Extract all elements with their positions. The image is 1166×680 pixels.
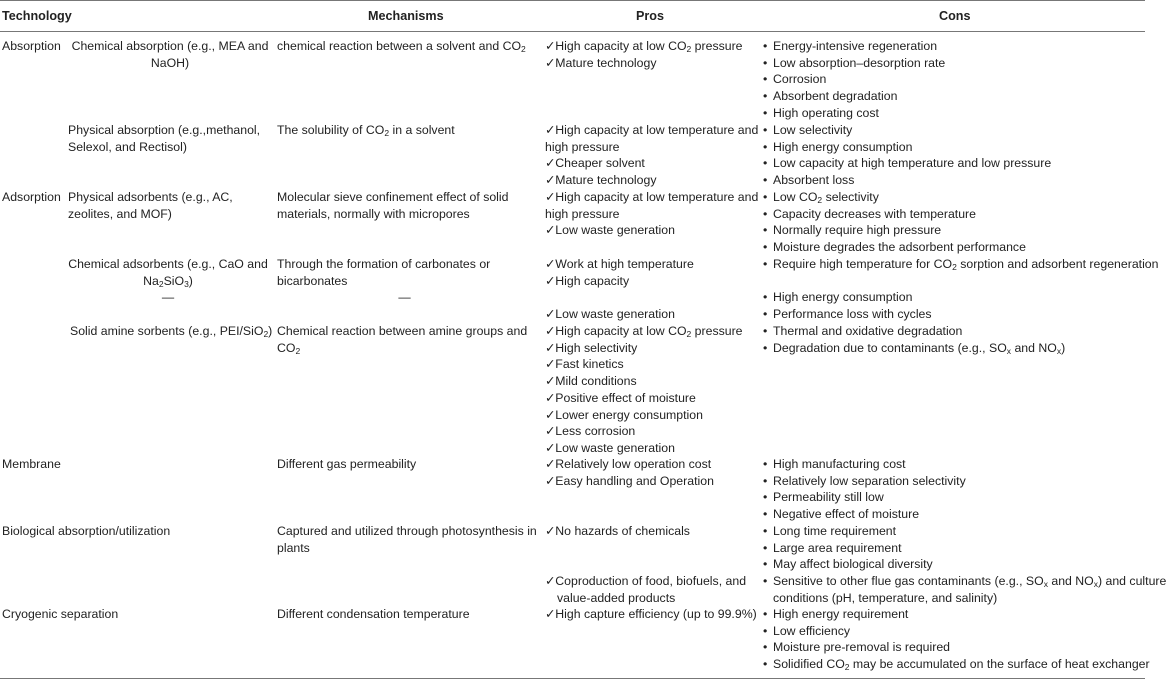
tech-line: $Na_2SiO_3$) bbox=[143, 273, 193, 289]
dash-mark: — bbox=[161, 290, 175, 305]
mech-text: chemical reaction between a solvent and CO bbox=[277, 39, 522, 53]
pros-biological bbox=[545, 523, 746, 607]
con-item: • Moisture pre-removal is required bbox=[763, 639, 1150, 656]
pro-item: ✓High capacity at low $CO_2$ pressure bbox=[545, 39, 743, 54]
pros-physical-absorption bbox=[545, 122, 758, 189]
con-item-continued: conditions (pH, temperature, and salinity) bbox=[773, 590, 998, 605]
table-top-rule bbox=[0, 0, 1145, 1]
tech-chemical-adsorbents bbox=[68, 256, 268, 306]
pros-physical-adsorbents bbox=[545, 189, 758, 239]
mech-cryogenic: Different condensation temperature bbox=[277, 607, 470, 621]
cons-physical-adsorbents bbox=[763, 189, 1026, 256]
header-mechanisms: Mechanisms bbox=[368, 9, 444, 23]
table-bottom-rule bbox=[0, 678, 1145, 679]
pro-item: ✓Coproduction of food, biofuels, and bbox=[545, 574, 747, 589]
pro-item: ✓Relatively low operation cost bbox=[545, 457, 712, 471]
con-item: • High manufacturing cost bbox=[763, 456, 966, 473]
pros-cryogenic: ✓High capture efficiency (up to 99.9%) bbox=[545, 607, 757, 621]
con-item: • Relatively low separation selectivity bbox=[763, 473, 966, 490]
cons-solid-amine-sorbents bbox=[763, 323, 1065, 356]
con-item: • Negative effect of moisture bbox=[763, 506, 966, 523]
con-item: • Low selectivity bbox=[763, 122, 1051, 139]
con-item: • Degradation due to contaminants (e.g., $SO_x$ and $NO_x$) bbox=[763, 340, 1065, 357]
header-pros: Pros bbox=[636, 9, 664, 23]
header-cons: Cons bbox=[939, 9, 971, 23]
tech-physical-adsorbents bbox=[68, 189, 233, 222]
mech-chemical-absorption bbox=[277, 38, 526, 55]
con-item: • Low $CO_2$ selectivity bbox=[763, 189, 1026, 206]
pro-item: ✓High capacity at low temperature and bbox=[545, 190, 759, 204]
cons-membrane bbox=[763, 456, 966, 523]
pro-item: ✓Mild conditions bbox=[545, 374, 637, 389]
cons-chemical-adsorbents bbox=[763, 256, 1159, 323]
con-item: • May affect biological diversity bbox=[763, 556, 1166, 573]
con-item: • Moisture degrades the adsorbent performance bbox=[763, 239, 1026, 256]
con-item: • Permeability still low bbox=[763, 489, 966, 506]
tech-solid-amine-sorbents: Solid amine sorbents (e.g., PEI/SiO$_2$) bbox=[70, 324, 273, 339]
pro-spacer bbox=[545, 540, 746, 557]
con-item: • Capacity decreases with temperature bbox=[763, 206, 1026, 223]
pro-item: ✓Low waste generation bbox=[545, 307, 675, 322]
con-item: • Low capacity at high temperature and low pressure bbox=[763, 155, 1051, 172]
con-item: • Performance loss with cycles bbox=[763, 306, 1159, 323]
pro-item: ✓Mature technology bbox=[545, 173, 657, 188]
pros-solid-amine-sorbents bbox=[545, 323, 743, 457]
tech-line: Chemical absorption (e.g., MEA and bbox=[71, 39, 269, 53]
con-item: • Corrosion bbox=[763, 71, 945, 88]
mech-line: Chemical reaction between amine groups and bbox=[277, 324, 528, 338]
mech-physical-adsorbents bbox=[277, 189, 509, 222]
tech-line: NaOH) bbox=[150, 55, 190, 70]
con-item: • High energy consumption bbox=[763, 139, 1051, 156]
cons-physical-absorption bbox=[763, 122, 1051, 189]
pros-chemical-adsorbents bbox=[545, 256, 694, 323]
pro-item: ✓Fast kinetics bbox=[545, 357, 624, 372]
con-item: • Long time requirement bbox=[763, 523, 1166, 540]
tech-line: Chemical adsorbents (e.g., CaO and bbox=[68, 257, 268, 271]
con-item: • Solidified $CO_2$ may be accumulated on the surface of heat exchanger bbox=[763, 656, 1150, 673]
con-item: • High energy requirement bbox=[763, 606, 1150, 623]
tech-line: zeolites, and MOF) bbox=[68, 206, 172, 221]
con-item: • High operating cost bbox=[763, 105, 945, 122]
cons-cryogenic bbox=[763, 606, 1150, 673]
pro-item: ✓Less corrosion bbox=[545, 424, 636, 439]
pro-item: ✓High selectivity bbox=[545, 340, 638, 355]
mech-line: Molecular sieve confinement effect of solid bbox=[277, 190, 509, 204]
con-item: • Absorbent loss bbox=[763, 172, 1051, 189]
dash-mark: — bbox=[398, 290, 411, 305]
tech-biological: Biological absorption/utilization bbox=[2, 524, 171, 538]
mech-membrane: Different gas permeability bbox=[277, 457, 417, 471]
tech-chemical-absorption bbox=[70, 38, 270, 71]
pro-spacer bbox=[545, 289, 694, 306]
pro-item: ✓Easy handling and Operation bbox=[545, 473, 714, 488]
con-item: • Sensitive to other flue gas contaminants (e.g., $SO_x$ and $NO_x$) and culture bbox=[763, 573, 1166, 590]
mech-chemical-adsorbents bbox=[277, 256, 532, 306]
mech-line: plants bbox=[277, 540, 310, 555]
pro-item: ✓High capacity bbox=[545, 273, 630, 288]
header-technology: Technology bbox=[2, 9, 72, 23]
con-item: • Large area requirement bbox=[763, 540, 1166, 557]
pro-item-continued: high pressure bbox=[545, 206, 620, 221]
tech-cryogenic: Cryogenic separation bbox=[2, 607, 119, 621]
pro-item: ✓Lower energy consumption bbox=[545, 407, 703, 422]
cons-chemical-absorption bbox=[763, 38, 945, 122]
header-bottom-rule bbox=[0, 31, 1145, 32]
con-item: • Require high temperature for $CO_2$ sorption and adsorbent regeneration bbox=[763, 256, 1159, 273]
con-item: • High energy consumption bbox=[763, 289, 1159, 306]
mech-line: bicarbonates bbox=[277, 273, 348, 288]
mech-biological bbox=[277, 523, 537, 556]
con-item: • Low absorption–desorption rate bbox=[763, 55, 945, 72]
con-item: • Normally require high pressure bbox=[763, 222, 1026, 239]
tech-physical-absorption bbox=[68, 122, 260, 155]
mech-line: Captured and utilized through photosynthesis in bbox=[277, 524, 537, 538]
cons-biological bbox=[763, 523, 1166, 607]
pro-item: ✓High capacity at low $CO_2$ pressure bbox=[545, 324, 743, 339]
pro-item: ✓No hazards of chemicals bbox=[545, 524, 690, 538]
subscript: 2 bbox=[521, 44, 526, 54]
mech-line: Through the formation of carbonates or bbox=[277, 257, 491, 271]
mech-line: materials, normally with micropores bbox=[277, 206, 470, 221]
pro-item: ✓Cheaper solvent bbox=[545, 156, 645, 171]
tech-line: Physical absorption (e.g.,methanol, bbox=[68, 123, 261, 137]
pro-item: ✓Low waste generation bbox=[545, 440, 675, 455]
con-item: • Energy-intensive regeneration bbox=[763, 38, 945, 55]
pro-item: ✓High capacity at low temperature and bbox=[545, 123, 759, 137]
tech-line: Selexol, and Rectisol) bbox=[68, 139, 187, 154]
pros-membrane bbox=[545, 456, 714, 489]
con-item: • Thermal and oxidative degradation bbox=[763, 323, 1065, 340]
mech-line: $CO_2$ bbox=[277, 340, 301, 356]
pro-item: ✓Low waste generation bbox=[545, 223, 675, 238]
group-label-adsorption: Adsorption bbox=[2, 190, 61, 204]
pro-spacer bbox=[545, 556, 746, 573]
con-item: • Absorbent degradation bbox=[763, 88, 945, 105]
pros-chemical-absorption bbox=[545, 38, 743, 71]
pro-item: ✓Work at high temperature bbox=[545, 257, 694, 271]
con-item: • Low efficiency bbox=[763, 623, 1150, 640]
con-spacer bbox=[763, 273, 1159, 290]
tech-line: Physical adsorbents (e.g., AC, bbox=[68, 190, 233, 204]
pro-item-continued: high pressure bbox=[545, 139, 620, 154]
tech-membrane: Membrane bbox=[2, 457, 61, 471]
pro-item: ✓Mature technology bbox=[545, 55, 657, 70]
pro-item: ✓Positive effect of moisture bbox=[545, 390, 696, 405]
mech-solid-amine-sorbents bbox=[277, 323, 527, 356]
mech-physical-absorption: The solubility of $CO_2$ in a solvent bbox=[277, 123, 455, 138]
group-label-absorption: Absorption bbox=[2, 39, 61, 53]
pro-item-continued: value-added products bbox=[557, 590, 676, 605]
